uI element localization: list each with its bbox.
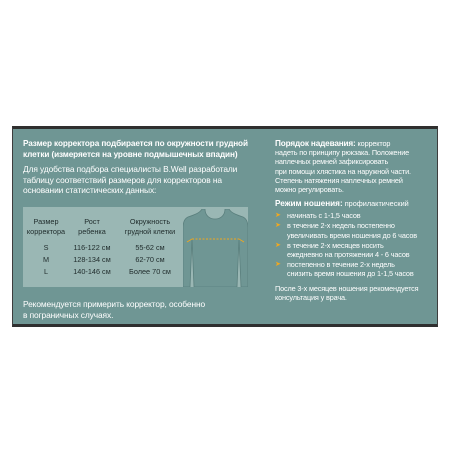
column-header [117, 217, 183, 242]
procedure-line: наплечных ремней зафиксировать [275, 157, 389, 167]
mode-title-line [275, 199, 435, 209]
list-line: в течение 2-х месяцев носить [287, 240, 384, 250]
note-line: консультация у врача. [275, 292, 347, 302]
list-item-text [287, 211, 360, 220]
header-line: Рост [84, 217, 100, 226]
header-line: Размер [33, 217, 59, 226]
arrow-right-icon: ➤ [275, 222, 281, 230]
column-header [71, 217, 113, 242]
consultation-note [275, 284, 435, 302]
arrow-right-icon: ➤ [275, 212, 281, 220]
recommendation-line: Рекомендуется примерить корректор, особенно [23, 299, 206, 309]
size-heading-line: Размер корректора подбирается по окружности грудной [23, 139, 248, 148]
table-cell: 140-146 см [73, 267, 111, 276]
list-line: начинать с 1-1,5 часов [287, 211, 361, 221]
list-item-text [287, 221, 417, 239]
procedure-first-line [275, 139, 435, 148]
procedure-line: можно регулировать. [275, 185, 344, 195]
arrow-right-icon: ➤ [275, 241, 281, 249]
intro-line: таблицу соответствий размеров для корректоров на [23, 174, 222, 185]
size-info-card [12, 126, 438, 327]
recommendation-line: в пограничных случаях. [23, 309, 114, 320]
torso-figure-icon [183, 209, 248, 287]
intro-line: Для удобства подбора специалисты B.Well разработали [23, 164, 238, 174]
list-item-text [287, 241, 409, 259]
intro-line: основании статистических данных: [23, 185, 157, 195]
mode-list [275, 211, 435, 278]
list-item-text [287, 260, 414, 278]
recommendation-text [23, 299, 268, 320]
size-column [23, 217, 69, 278]
procedure-text [275, 139, 435, 194]
height-column [71, 217, 113, 278]
procedure-line: Степень натяжения наплечных ремней [275, 175, 403, 185]
procedure-title: Порядок надевания: [275, 139, 356, 148]
size-heading-line: клетки (измеряется на уровне подмышечных впадин) [23, 149, 238, 159]
list-line: ежедневно на протяжении 4 - 6 часов [287, 250, 410, 260]
list-line: увеличивать время ношения до 6 часов [287, 230, 417, 240]
table-cell: 116-122 см [73, 243, 111, 252]
table-cell: L [43, 267, 49, 276]
table-cell: Более 70 см [129, 267, 171, 276]
right-column [275, 139, 435, 302]
procedure-line: надеть по принципу рюкзака. Положение [275, 148, 410, 158]
intro-text [23, 164, 263, 196]
size-table [23, 207, 248, 287]
list-line: снизить время ношения до 1-1,5 часов [287, 269, 414, 279]
list-item [275, 221, 435, 239]
procedure-line: при помощи хлястика на наружной части. [275, 166, 411, 176]
header-line: корректора [26, 227, 66, 236]
left-column [23, 139, 278, 324]
arrow-right-icon: ➤ [275, 261, 281, 269]
table-cell: 128-134 см [73, 255, 111, 264]
procedure-line: корректор [357, 139, 391, 148]
header-line: грудной клетки [124, 227, 176, 236]
note-line: После 3-х месяцев ношения рекомендуется [275, 283, 419, 293]
mode-title: Режим ношения: [275, 199, 343, 209]
mode-title-suffix: профилактический [344, 199, 409, 209]
header-line: Окружность [129, 217, 171, 226]
list-item [275, 211, 435, 220]
list-line: в течение 2-х недель постепенно [287, 221, 395, 231]
column-header [23, 217, 69, 242]
list-item [275, 241, 435, 259]
table-cell: 55-62 см [135, 243, 165, 252]
table-cell: M [42, 255, 50, 264]
size-heading [23, 139, 281, 160]
header-line: ребенка [78, 227, 106, 236]
wearing-mode [275, 199, 435, 302]
table-cell: S [43, 243, 49, 252]
list-item [275, 260, 435, 278]
list-line: постепенно в течение 2-х недель [287, 260, 395, 270]
table-cell: 62-70 см [135, 255, 165, 264]
chest-column [117, 217, 183, 278]
